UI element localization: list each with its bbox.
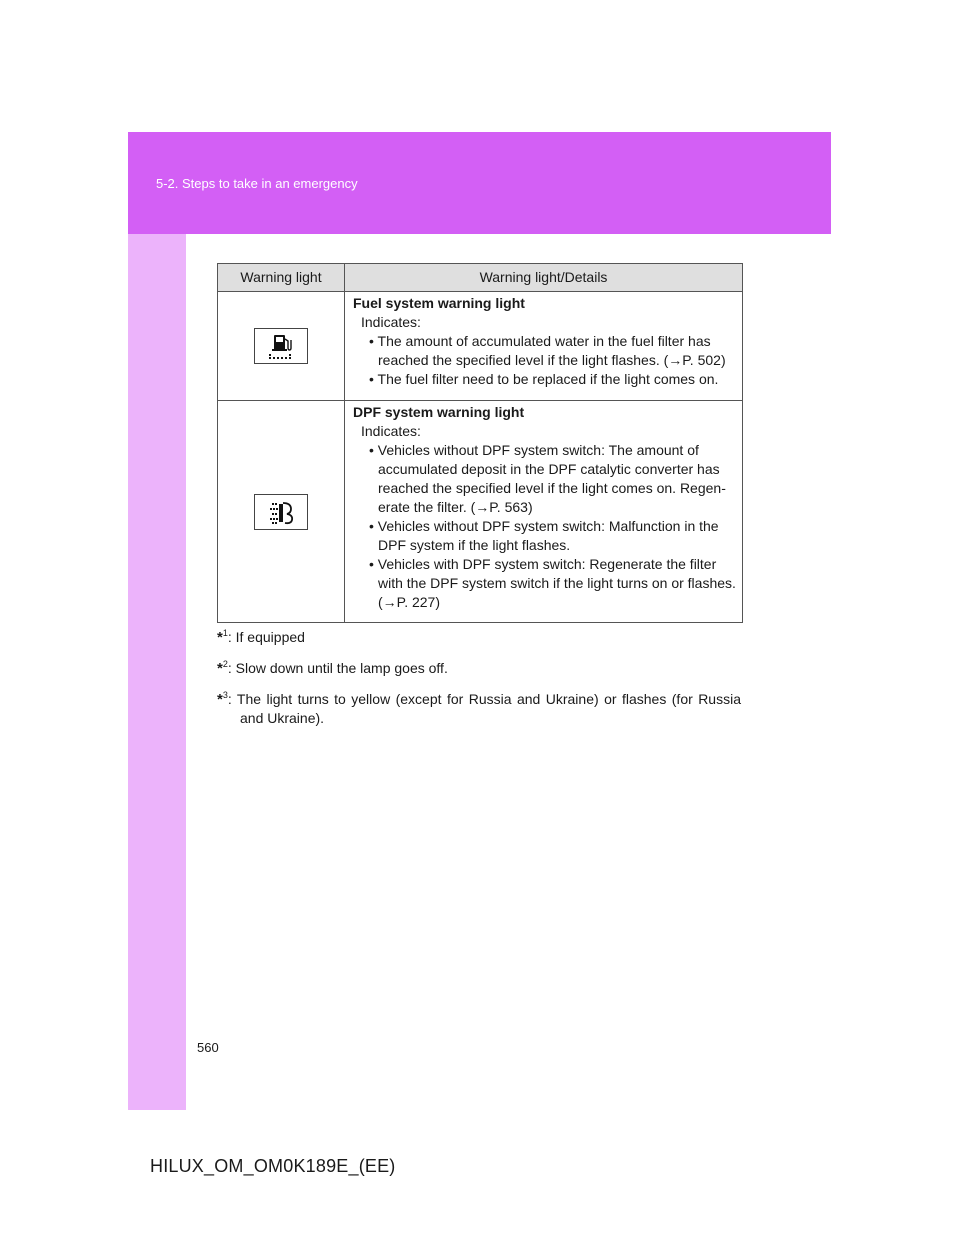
page-number: 560	[197, 1040, 219, 1055]
row-title: Fuel system warning light	[353, 295, 525, 311]
asterisk-mark: *	[217, 629, 223, 646]
table-row	[218, 292, 743, 401]
footnote	[217, 655, 741, 678]
details-cell	[345, 292, 743, 401]
asterisk-mark: *	[217, 660, 223, 677]
list-item: • The fuel filter need to be replaced if the light comes on.	[369, 371, 719, 387]
side-band	[128, 234, 186, 1110]
footnote-number: 3	[222, 690, 228, 700]
footnote	[217, 624, 741, 647]
row-title: DPF system warning light	[353, 404, 525, 420]
indicates-label: Indicates:	[361, 423, 421, 439]
warning-light-table	[217, 263, 743, 623]
icon-cell	[218, 292, 345, 401]
list-item: • Vehicles with DPF system switch: Regenerate the filter with the DPF system switch if the light turns on or flashes. (→P. 227)	[369, 556, 736, 610]
asterisk-mark: *	[217, 691, 223, 708]
list-item: • The amount of accumulated water in the fuel filter has reached the specified level if the light flashes. (→P. 502)	[369, 333, 726, 368]
list-item: • Vehicles without DPF system switch: The amount of accumulated deposit in the DPF catalytic converter has reached the specified level if the light comes on. Regen-erate the filter. (→P. 563)	[369, 442, 726, 515]
table-header-row	[218, 264, 743, 292]
footnotes	[217, 624, 741, 736]
footnote-text: : The light turns to yellow (except for Russia and Ukraine) or flashes (for Russia and Ukraine).	[227, 691, 741, 726]
column-header-details: Warning light/Details	[345, 264, 743, 292]
footnote-text: : If equipped	[227, 629, 305, 645]
footnote	[217, 686, 741, 728]
footnote-number: 1	[222, 628, 228, 638]
dpf-system-warning-icon	[254, 494, 308, 530]
details-cell	[345, 401, 743, 623]
footnote-text: : Slow down until the lamp goes off.	[227, 660, 448, 676]
column-header-warning-light: Warning light	[218, 264, 345, 292]
fuel-system-warning-icon	[254, 328, 308, 364]
list-item: • Vehicles without DPF system switch: Malfunction in the DPF system if the light flashes.	[369, 518, 719, 553]
footnote-number: 2	[222, 659, 228, 669]
document-code: HILUX_OM_OM0K189E_(EE)	[150, 1156, 396, 1176]
table-row	[218, 401, 743, 623]
icon-cell	[218, 401, 345, 623]
section-title: 5-2. Steps to take in an emergency	[156, 176, 358, 191]
indicates-label: Indicates:	[361, 314, 421, 330]
